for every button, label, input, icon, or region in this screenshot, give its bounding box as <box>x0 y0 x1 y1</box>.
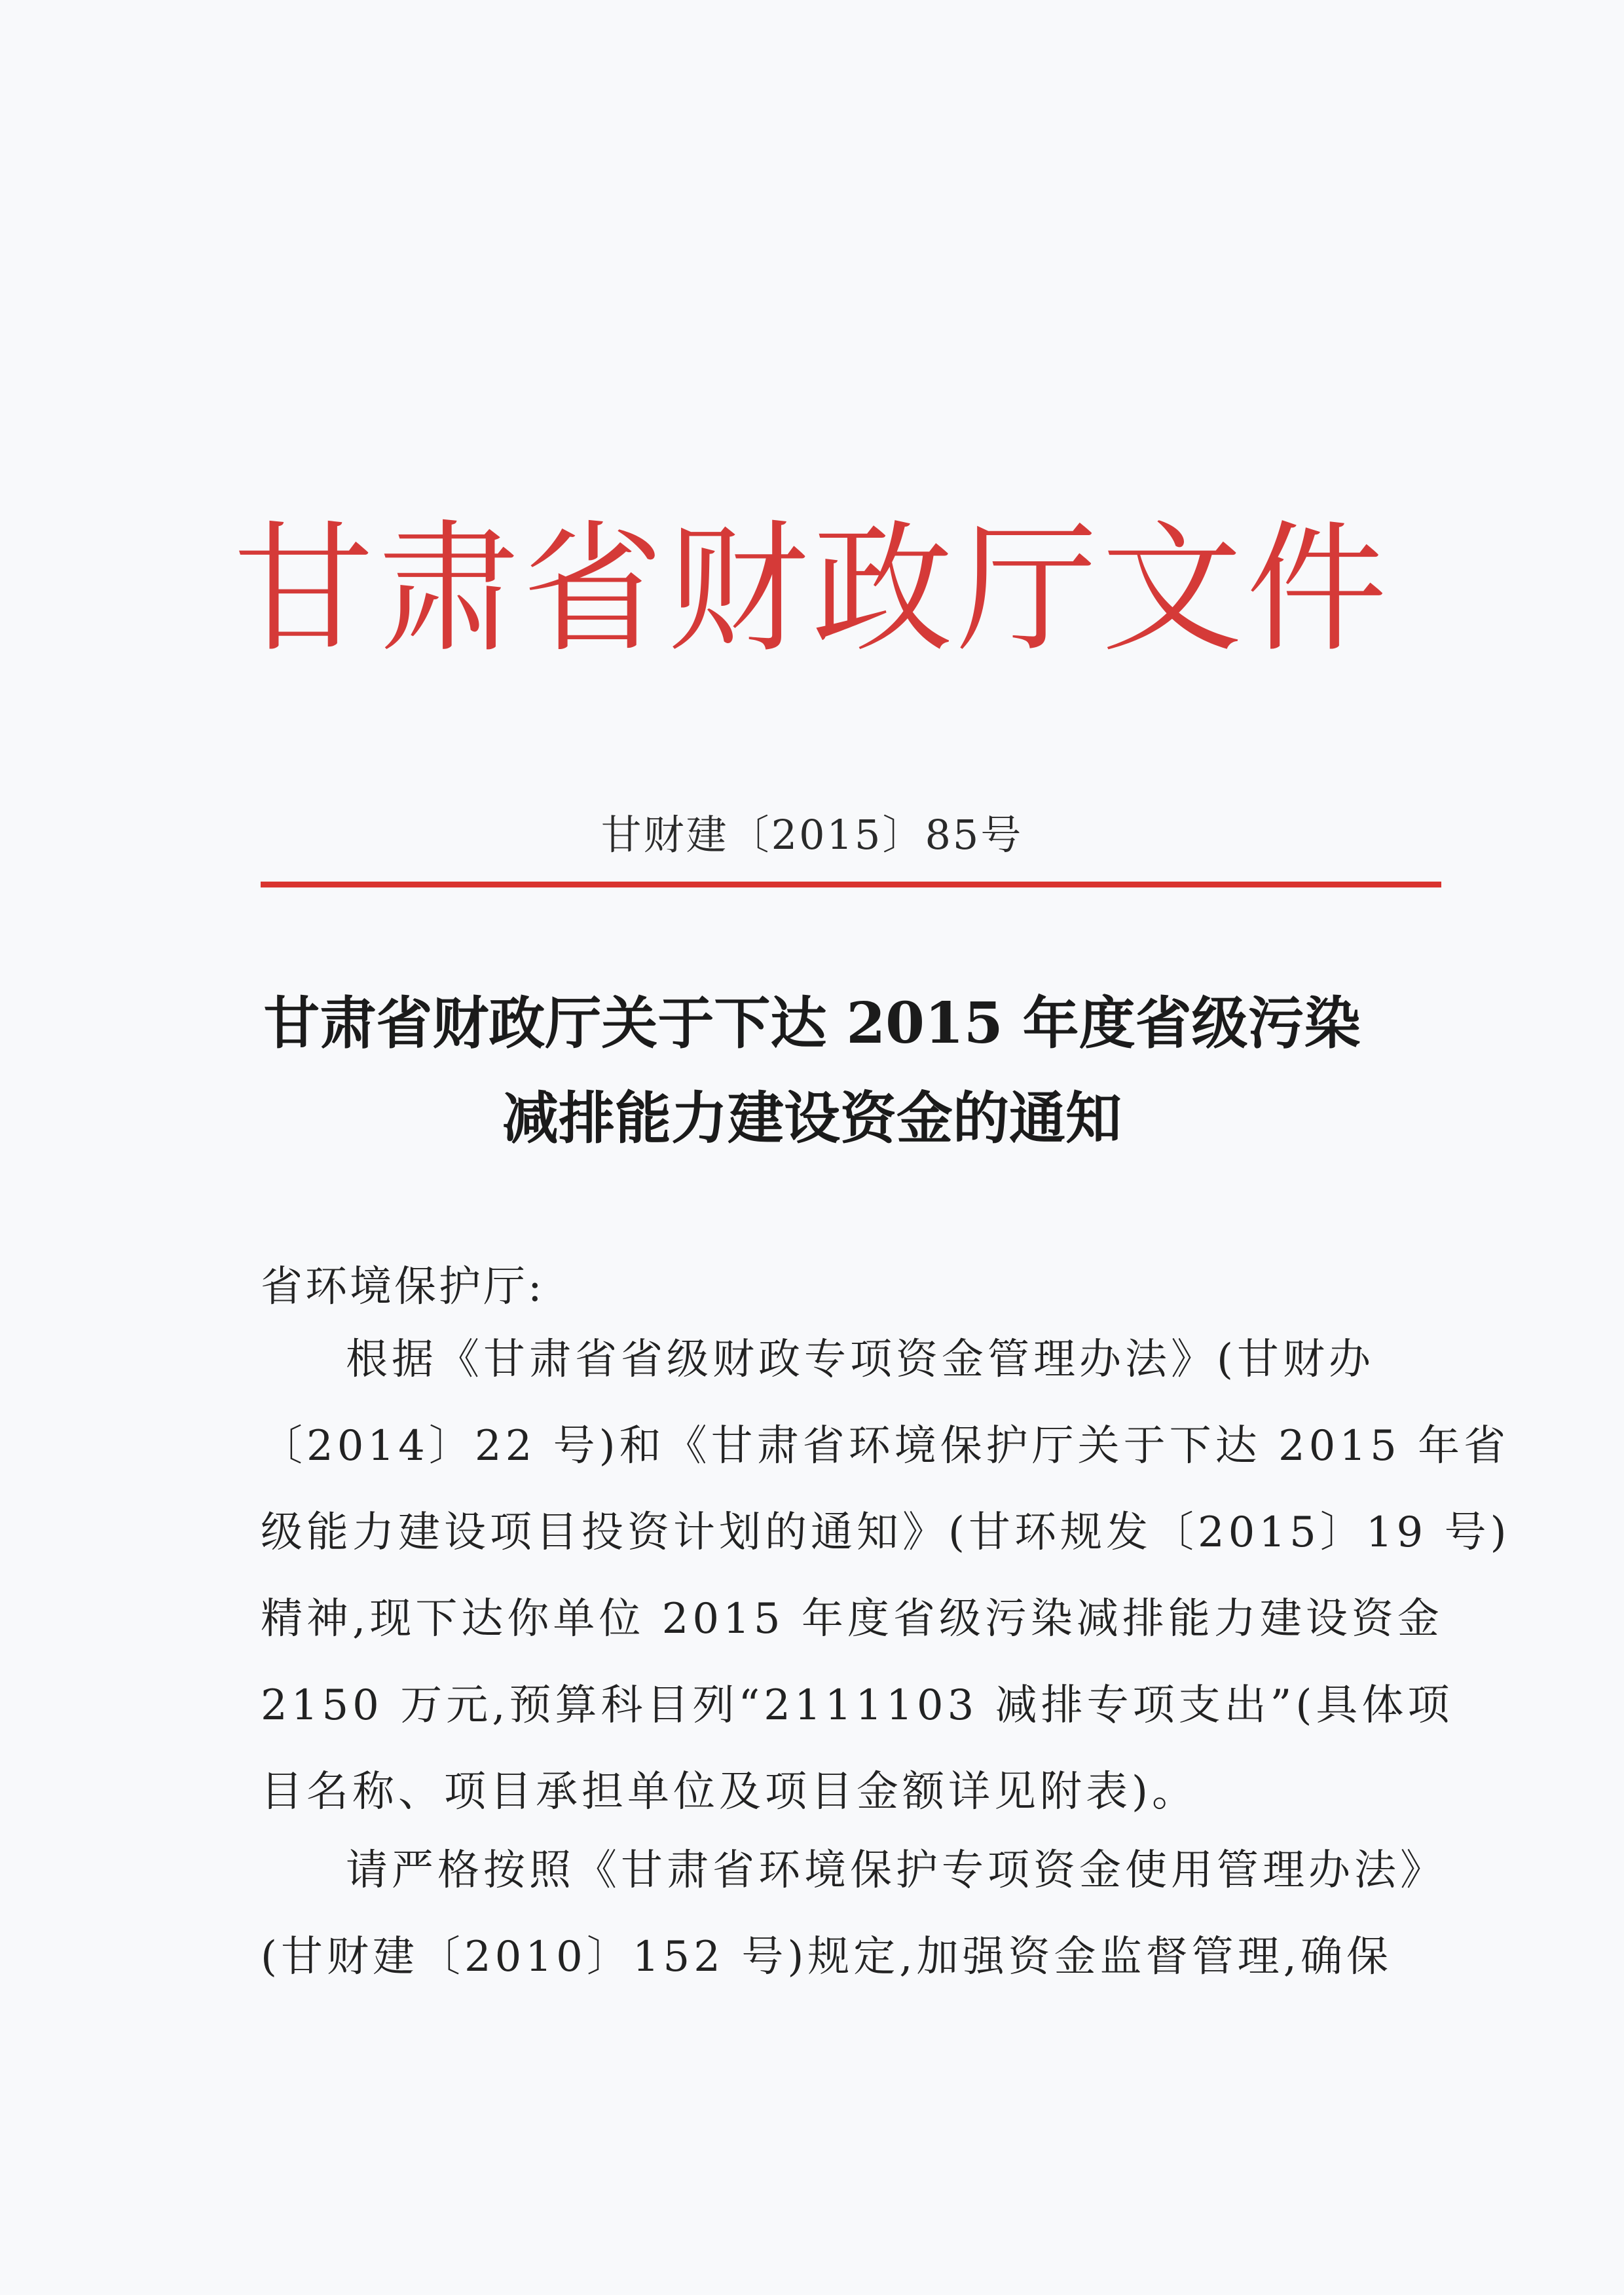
paragraph-1-line: 2150 万元,预算科目列“2111103 减排专项支出”(具体项 <box>261 1681 1454 1730</box>
notice-title <box>0 976 1624 1166</box>
paragraph-2 <box>261 1827 1446 2000</box>
salutation: 省环境保护厅: <box>261 1263 545 1311</box>
paragraph-1-line: 根据《甘肃省省级财政专项资金管理办法》(甘财办 <box>346 1335 1375 1384</box>
paragraph-1-line: 级能力建设项目投资计划的通知》(甘环规发〔2015〕19 号) <box>261 1508 1511 1557</box>
masthead-title: 甘肃省财政厅文件 <box>233 507 1391 671</box>
document-number: 甘财建〔2015〕85号 <box>600 811 1024 859</box>
paragraph-2-line: 请严格按照《甘肃省环境保护专项资金使用管理办法》 <box>346 1846 1446 1895</box>
paragraph-2-line: (甘财建〔2010〕152 号)规定,加强资金监督管理,确保 <box>261 1933 1392 1981</box>
paragraph-1-line: 精神,现下达你单位 2015 年度省级污染减排能力建设资金 <box>261 1595 1443 1643</box>
notice-title-line-1: 甘肃省财政厅关于下达 2015 年度省级污染 <box>263 990 1361 1056</box>
paragraph-1-line: 〔2014〕22 号)和《甘肃省环境保护厅关于下达 2015 年省 <box>261 1422 1510 1470</box>
paragraph-1-line: 目名称、项目承担单位及项目金额详见附表)。 <box>261 1768 1198 1816</box>
red-divider-line <box>261 882 1441 887</box>
notice-title-line-2: 减排能力建设资金的通知 <box>502 1085 1122 1151</box>
paragraph-1 <box>261 1316 1511 1835</box>
